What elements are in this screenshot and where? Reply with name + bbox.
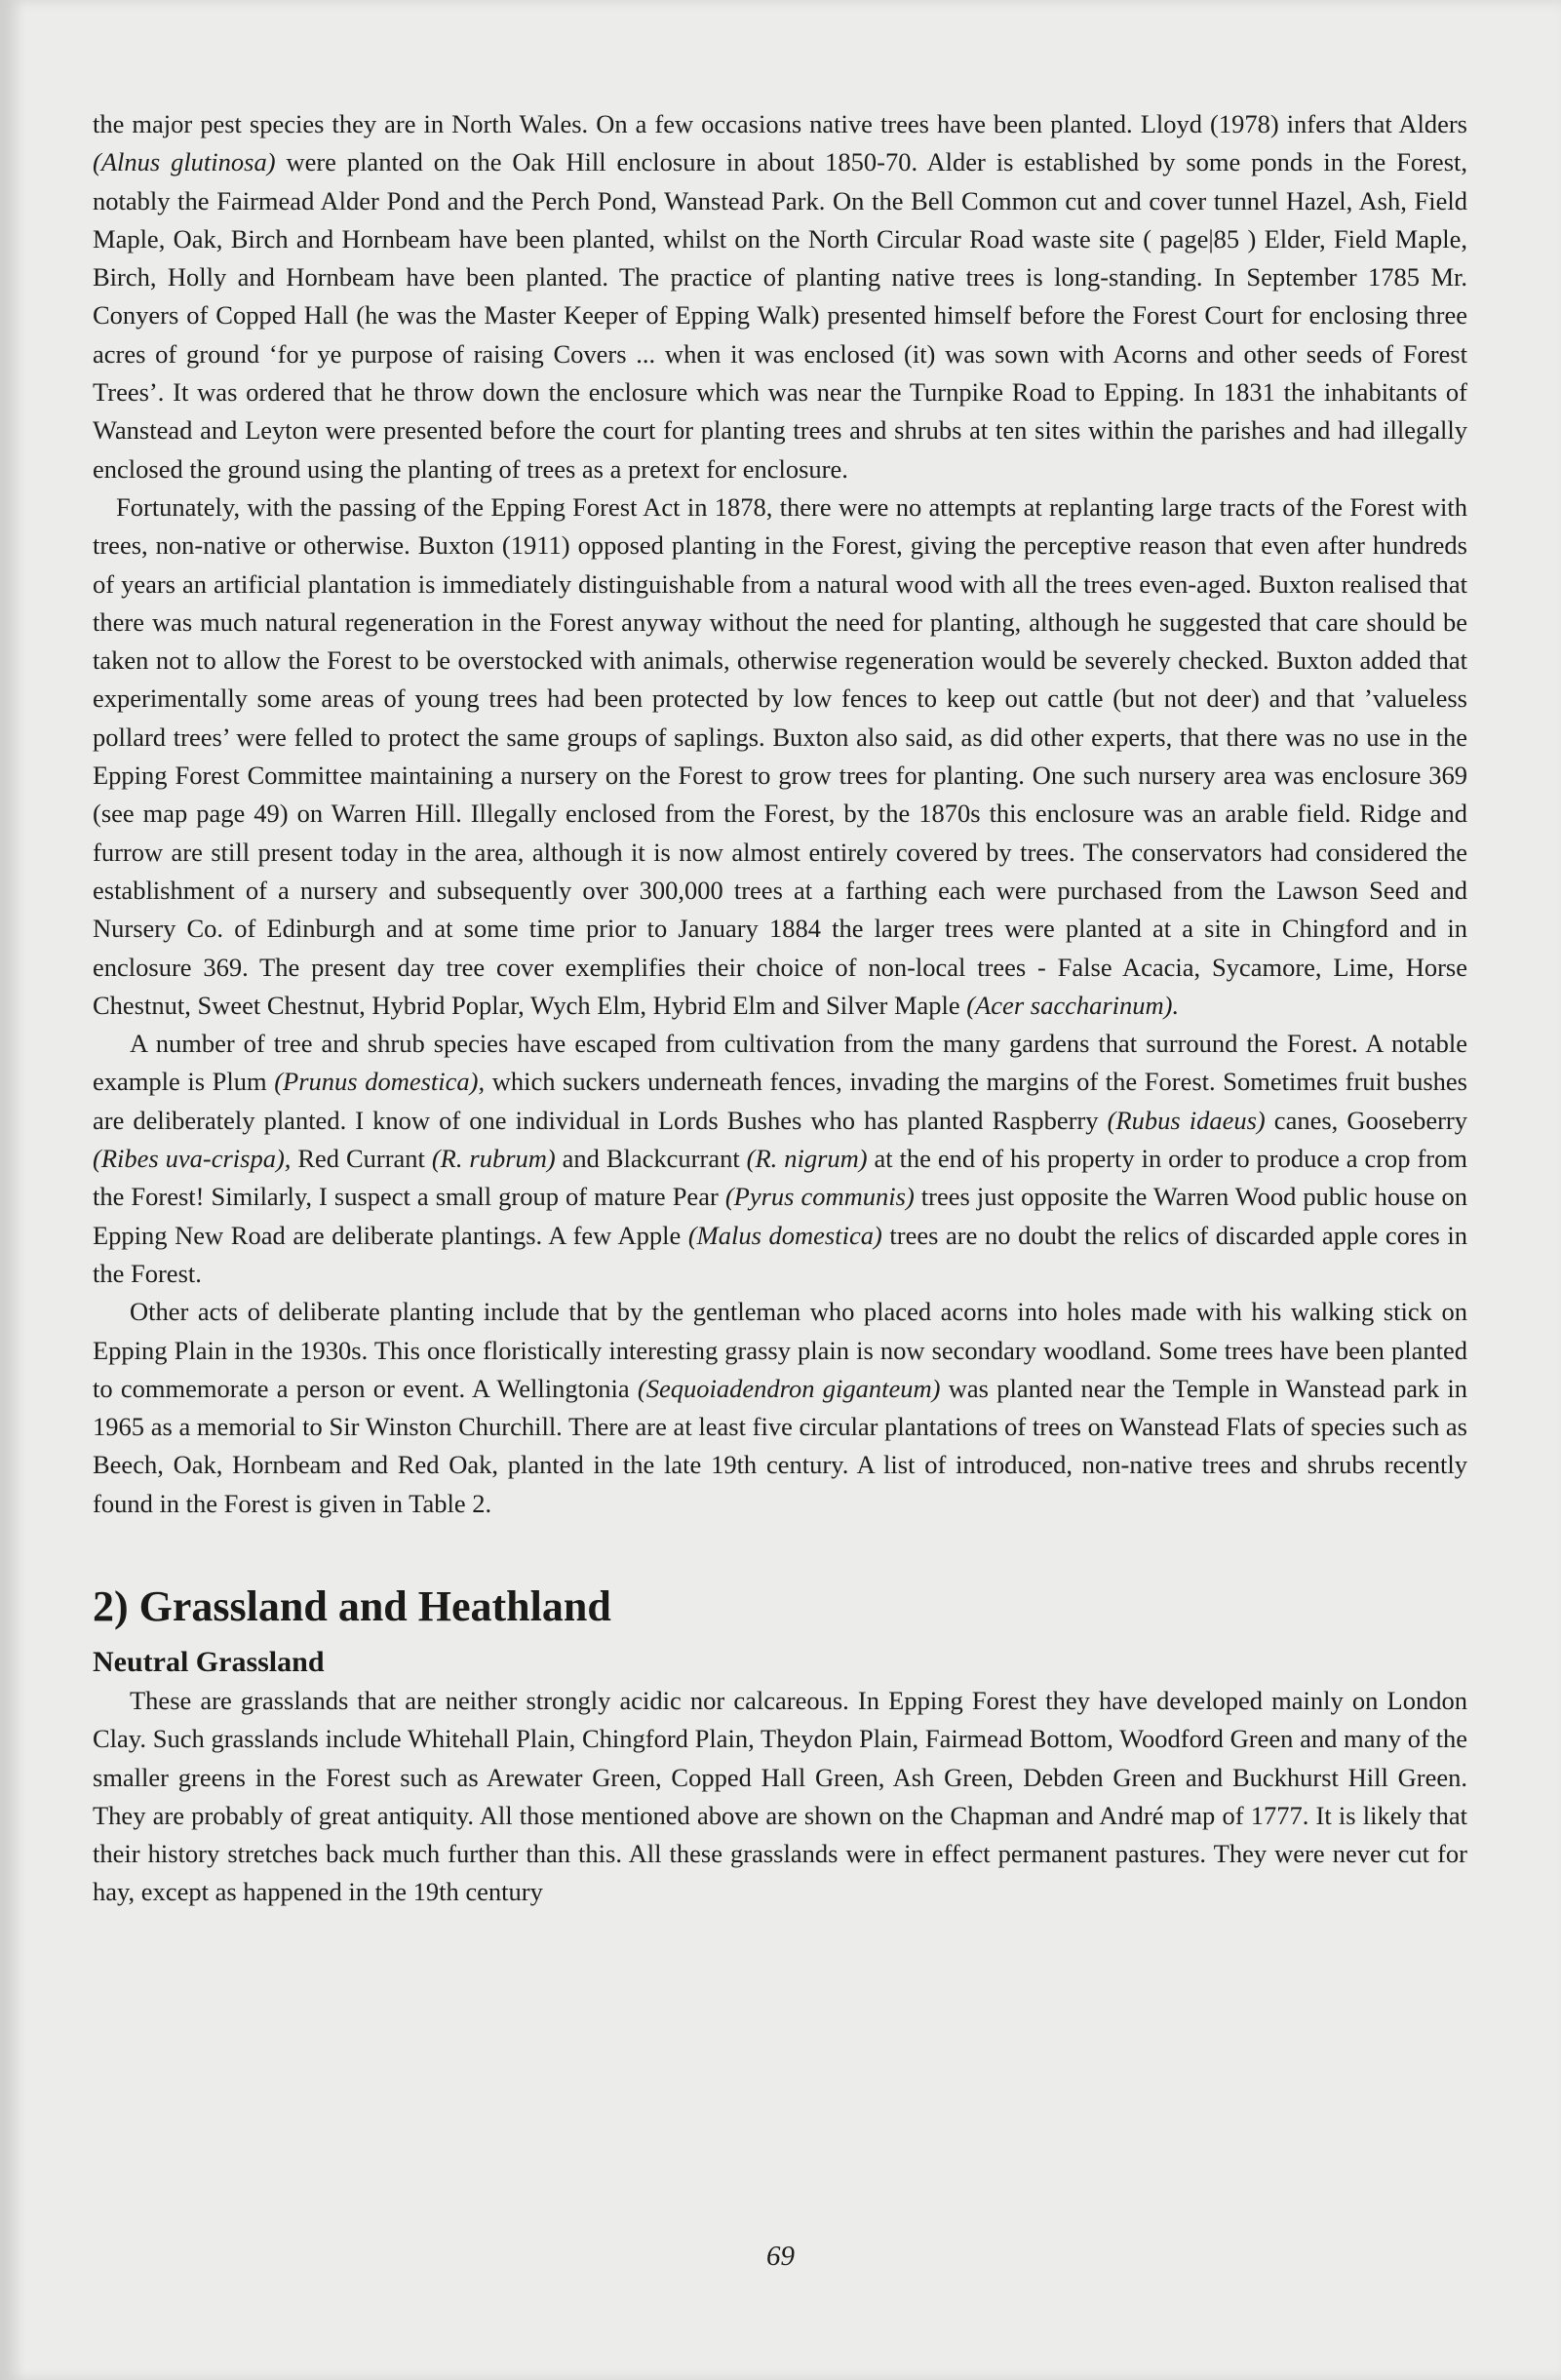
paragraph-deliberate-planting xyxy=(93,1293,1467,1523)
section-title: 2) Grassland and Heathland xyxy=(93,1581,611,1630)
paragraph-planting-history xyxy=(93,105,1467,488)
text-run: Fortunately, with the passing of the Epping Forest Act in 1878, there were no attempts at replanting large tracts of the Forest with trees, non-native or otherwise. Buxton (1911) opposed planting in the Forest, giving the perceptive reason that even after hundreds of years an artificial plantation is immediately distinguishable from a natural wood with all the trees even-aged. Buxton realised that there was much natural regeneration in the Forest anyway without the need for planting, although he suggested that care should be taken not to allow the Forest to be overstocked with animals, otherwise regeneration would be severely checked. Buxton added that experimentally some areas of young trees had been protected by low fences to keep out cattle (but not deer) and that ’valueless pollard trees’ were felled to protect the same groups of saplings. Buxton also said, as did other experts, that there was no use in the Epping Forest Committee maintaining a nursery on the Forest to grow trees for planting. One such nursery area was enclosure 369 (see map page 49) on Warren Hill. Illegally enclosed from the Forest, by the 1870s this enclosure was an arable field. Ridge and furrow are still present today in the area, although it is now almost entirely covered by trees. The conservators had considered the establishment of a nursery and subsequently over 300,000 trees at a farthing each were purchased from the Lawson Seed and Nursery Co. of Edinburgh and at some time prior to January 1884 the larger trees were planted at a site in Chingford and in enclosure 369. The present day tree cover exemplifies their choice of non-local trees - False Acacia, Sycamore, Lime, Horse Chestnut, Sweet Chestnut, Hybrid Poplar, Wych Elm, Hybrid Elm and Silver Maple xyxy=(93,491,1467,1020)
species-name: (Pyrus communis) xyxy=(724,1182,915,1212)
species-name: (Malus domestica) xyxy=(687,1220,882,1250)
species-name: (Prunus domestica), xyxy=(274,1067,486,1097)
species-name: (Alnus glutinosa) xyxy=(93,147,276,177)
page-gutter-shadow xyxy=(0,0,25,2380)
text-run: and Blackcurrant xyxy=(555,1144,747,1174)
subsection-title: Neutral Grassland xyxy=(93,1645,325,1678)
text-run: canes, Gooseberry xyxy=(1265,1105,1467,1135)
text-run: Other acts of deliberate planting include that by the gentleman who placed acorns into holes made with his walking stick on Epping Plain in the 1930s. This once floristically interesting grassy plain is now secondary woodland. Some trees have been planted to commemorate a person or event. A Wellingtonia xyxy=(93,1297,1467,1403)
text-run: trees just opposite the Warren Wood public house on Epping New Road are deliberate plantings. A few Apple xyxy=(93,1182,1468,1250)
species-name: (Acer saccharinum). xyxy=(966,990,1180,1020)
paragraph-escaped-species xyxy=(93,1025,1467,1293)
text-run: A number of tree and shrub species have escaped from cultivation from the many gardens that surround the Forest. A notable example is Plum xyxy=(93,1029,1467,1097)
page-number: 69 xyxy=(766,2241,795,2272)
species-name: (R. rubrum) xyxy=(431,1144,556,1174)
species-name: (Sequoiadendron giganteum) xyxy=(637,1373,941,1403)
text-run: trees are no doubt the relics of discarded apple cores in the Forest. xyxy=(93,1220,1467,1288)
paragraph-neutral-grassland: These are grasslands that are neither strongly acidic nor calcareous. In Epping Forest they have developed mainly on London Clay. Such grasslands include Whitehall Plain, Chingford Plain, Theydon Plain, Fairmead Bottom, Woodford Green and many of the smaller greens in the Forest such as Arewater Green, Copped Hall Green, Ash Green, Debden Green and Buckhurst Hill Green. They are probably of great antiquity. All those mentioned above are shown on the Chapman and André map of 1777. It is likely that their history stretches back much further than this. All these grasslands were in effect permanent pastures. They were never cut for hay, except as happened in the 19th century xyxy=(93,1685,1467,1907)
paragraph-epping-forest-act xyxy=(93,488,1467,1025)
text-run: was planted near the Temple in Wanstead park in 1965 as a memorial to Sir Winston Churchill. There are at least five circular plantations of trees on Wanstead Flats of species such as Beech, Oak, Hornbeam and Red Oak, planted in the late 19th century. A list of introduced, non-native trees and shrubs recently found in the Forest is given in Table 2. xyxy=(93,1373,1467,1518)
text-run: the major pest species they are in North Wales. On a few occasions native trees have been planted. Lloyd (1978) infers that Alders xyxy=(93,109,1467,138)
species-name: (Ribes uva-crispa), xyxy=(93,1144,292,1174)
text-run: which suckers underneath fences, invading the margins of the Forest. Sometimes fruit bushes are deliberately planted. I know of one individual in Lords Bushes who has planted Raspberry xyxy=(93,1067,1467,1135)
text-run: at the end of his property in order to produce a crop from the Forest! Similarly, I suspect a small group of mature Pear xyxy=(93,1144,1467,1212)
text-run: were planted on the Oak Hill enclosure in about 1850-70. Alder is established by some ponds in the Forest, notably the Fairmead Alder Pond and the Perch Pond, Wanstead Park. On the Bell Common cut and cover tunnel Hazel, Ash, Field Maple, Oak, Birch and Hornbeam have been planted, whilst on the North Circular Road waste site ( page|85 ) Elder, Field Maple, Birch, Holly and Hornbeam have been planted. The practice of planting native trees is long-standing. In September 1785 Mr. Conyers of Copped Hall (he was the Master Keeper of Epping Walk) presented himself before the Forest Court for enclosing three acres of ground ‘for ye purpose of raising Covers ... when it was enclosed (it) was sown with Acorns and other seeds of Forest Trees’. It was ordered that he throw down the enclosure which was near the Turnpike Road to Epping. In 1831 the inhabitants of Wanstead and Leyton were presented before the court for planting trees and shrubs at ten sites within the parishes and had illegally enclosed the ground using the planting of trees as a pretext for enclosure. xyxy=(93,147,1467,484)
species-name: (R. nigrum) xyxy=(746,1144,868,1174)
body-text xyxy=(93,105,1467,1912)
species-name: (Rubus idaeus) xyxy=(1107,1105,1266,1135)
text-run: Red Currant xyxy=(291,1144,432,1174)
